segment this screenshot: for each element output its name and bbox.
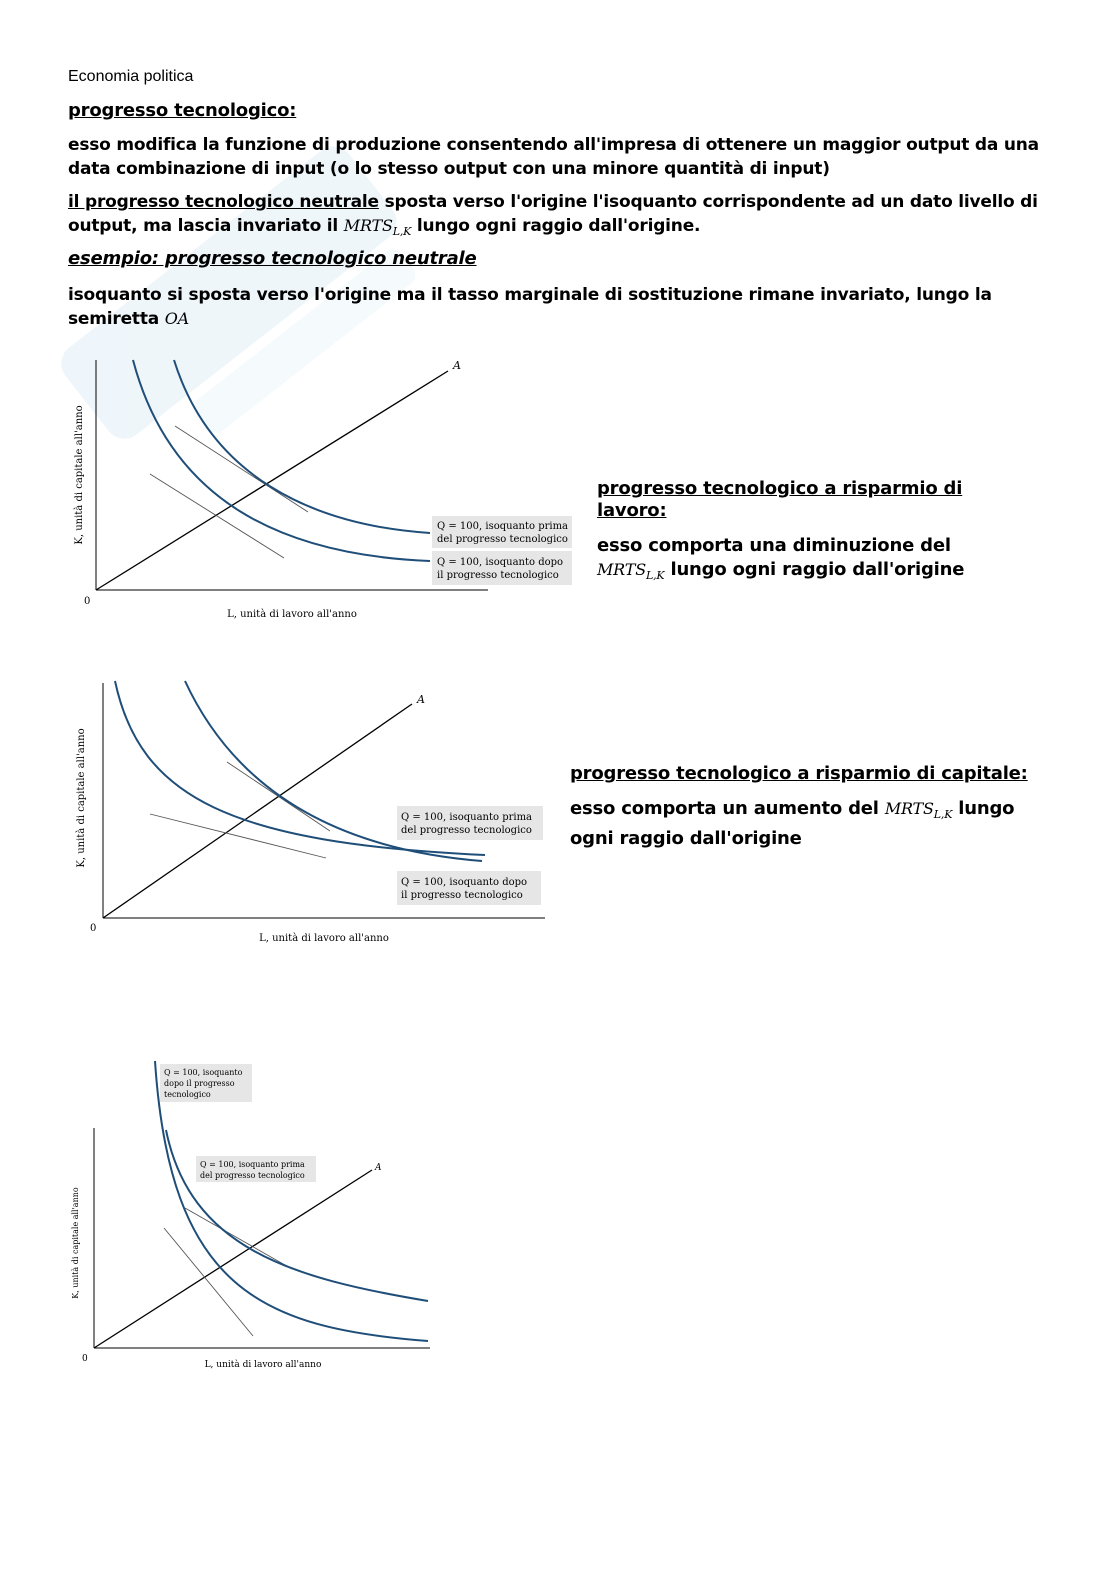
- origin-label: 0: [84, 596, 91, 607]
- label-after-l1: Q = 100, isoquanto dopo: [437, 557, 564, 568]
- document-header: Economia politica: [68, 68, 194, 85]
- chart-capital-saving: [70, 678, 550, 948]
- mrts-symbol: $MRTS_{L,K}$: [343, 216, 412, 239]
- paragraph-example: isoquanto si sposta verso l'origine ma il tasso marginale di sostituzione rimane invariato, lungo la semiretta OA: [68, 285, 992, 329]
- isoquant-after: [133, 360, 430, 561]
- label-after-l2: dopo il progresso: [164, 1079, 235, 1088]
- label-after-l1: Q = 100, isoquanto: [164, 1068, 243, 1077]
- tangent-line-after: [164, 1228, 253, 1336]
- ray-oa: [94, 1170, 372, 1348]
- tangent-line-before: [185, 1208, 292, 1269]
- ray-oa: [103, 704, 412, 918]
- ray-label: A: [417, 693, 425, 706]
- label-before-l2: del progresso tecnologico: [401, 825, 532, 836]
- side-title-labor-saving: progresso tecnologico a risparmio di lavoro:: [597, 478, 963, 521]
- paragraph-definition: esso modifica la funzione di produzione consentendo all'impresa di ottenere un maggior output da una data combinazione di input (o lo stesso output con una minore quantità di input): [68, 135, 1039, 179]
- label-after-l2: il progresso tecnologico: [401, 890, 523, 901]
- ray-label: A: [375, 1163, 382, 1173]
- side-text-capital-saving: esso comporta un aumento del $MRTS_{L,K}$ lungo ogni raggio dall'origine: [570, 798, 1015, 850]
- chart-labor-saving: [60, 1058, 440, 1378]
- y-axis-label: K, unità di capitale all'anno: [76, 728, 87, 868]
- ray-label: A: [453, 359, 461, 372]
- side-title-capital-saving: progresso tecnologico a risparmio di capitale:: [570, 763, 1028, 784]
- isoquant-before: [166, 1130, 428, 1301]
- origin-label: 0: [82, 1354, 88, 1364]
- x-axis-label: L, unità di lavoro all'anno: [259, 933, 389, 944]
- x-axis-label: L, unità di lavoro all'anno: [204, 1360, 322, 1370]
- oa-symbol: OA: [164, 309, 190, 328]
- chart-neutral: [60, 355, 590, 625]
- label-before-l1: Q = 100, isoquanto prima: [437, 521, 569, 532]
- paragraph-neutral: [68, 190, 1058, 244]
- label-after-l3: tecnologico: [164, 1090, 211, 1099]
- label-after-l1: Q = 100, isoquanto dopo: [401, 877, 528, 888]
- neutral-term: il progresso tecnologico neutrale: [68, 192, 379, 212]
- label-before-l2: del progresso tecnologico: [437, 534, 568, 545]
- example-title: esempio: progresso tecnologico neutrale: [68, 248, 477, 269]
- y-axis-label: K, unità di capitale all'anno: [74, 405, 85, 545]
- section-title-progresso: progresso tecnologico:: [68, 100, 297, 121]
- tangent-line-after: [150, 474, 284, 558]
- label-before-l2: del progresso tecnologico: [200, 1171, 305, 1180]
- origin-label: 0: [90, 923, 97, 934]
- side-text-labor-saving: esso comporta una diminuzione del $MRTS_{L,K}$ lungo ogni raggio dall'origine: [597, 535, 965, 583]
- neutral-text-a: sposta verso l'origine l'isoquanto corrispondente ad un dato livello di output, ma lascia invariato il: [68, 192, 1038, 236]
- tangent-line-after: [150, 814, 326, 858]
- label-before-l1: Q = 100, isoquanto prima: [200, 1160, 305, 1169]
- mrts-symbol: $MRTS_{L,K}$: [597, 560, 665, 583]
- mrts-symbol: $MRTS_{L,K}$: [884, 799, 953, 822]
- neutral-text-b: lungo ogni raggio dall'origine.: [411, 216, 701, 236]
- label-after-l2: il progresso tecnologico: [437, 570, 559, 581]
- label-before-l1: Q = 100, isoquanto prima: [401, 812, 533, 823]
- isoquant-before: [174, 360, 430, 533]
- x-axis-label: L, unità di lavoro all'anno: [227, 609, 357, 620]
- y-axis-label: K, unità di capitale all'anno: [71, 1187, 80, 1299]
